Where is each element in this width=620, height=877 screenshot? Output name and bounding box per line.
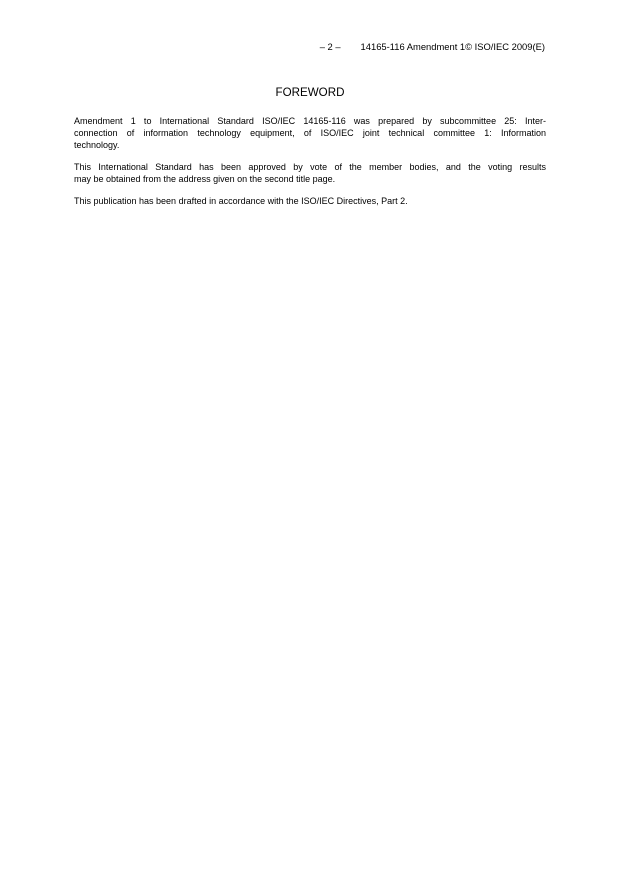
text-line: may be obtained from the address given on the second title page. <box>74 174 336 184</box>
text-line: This International Standard has been approved by vote of the member bodies, and the voting results <box>74 162 546 172</box>
paragraph-amendment-origin <box>74 115 546 151</box>
page-header <box>320 41 545 53</box>
text-line: This publication has been drafted in accordance with the ISO/IEC Directives, Part 2. <box>74 196 408 206</box>
paragraph-approval <box>74 161 546 185</box>
text-line: technology. <box>74 140 120 150</box>
page-number: – 2 – <box>319 41 341 52</box>
document-id: 14165-116 Amendment 1© ISO/IEC 2009(E) <box>360 41 545 52</box>
foreword-title: FOREWORD <box>275 86 345 99</box>
foreword-body <box>74 115 546 217</box>
text-line: connection of information technology equipment, of ISO/IEC joint technical committee 1: Information <box>74 128 546 138</box>
paragraph-directives <box>74 195 546 207</box>
text-line: Amendment 1 to International Standard ISO/IEC 14165-116 was prepared by subcommittee 25: Inter- <box>74 116 546 126</box>
